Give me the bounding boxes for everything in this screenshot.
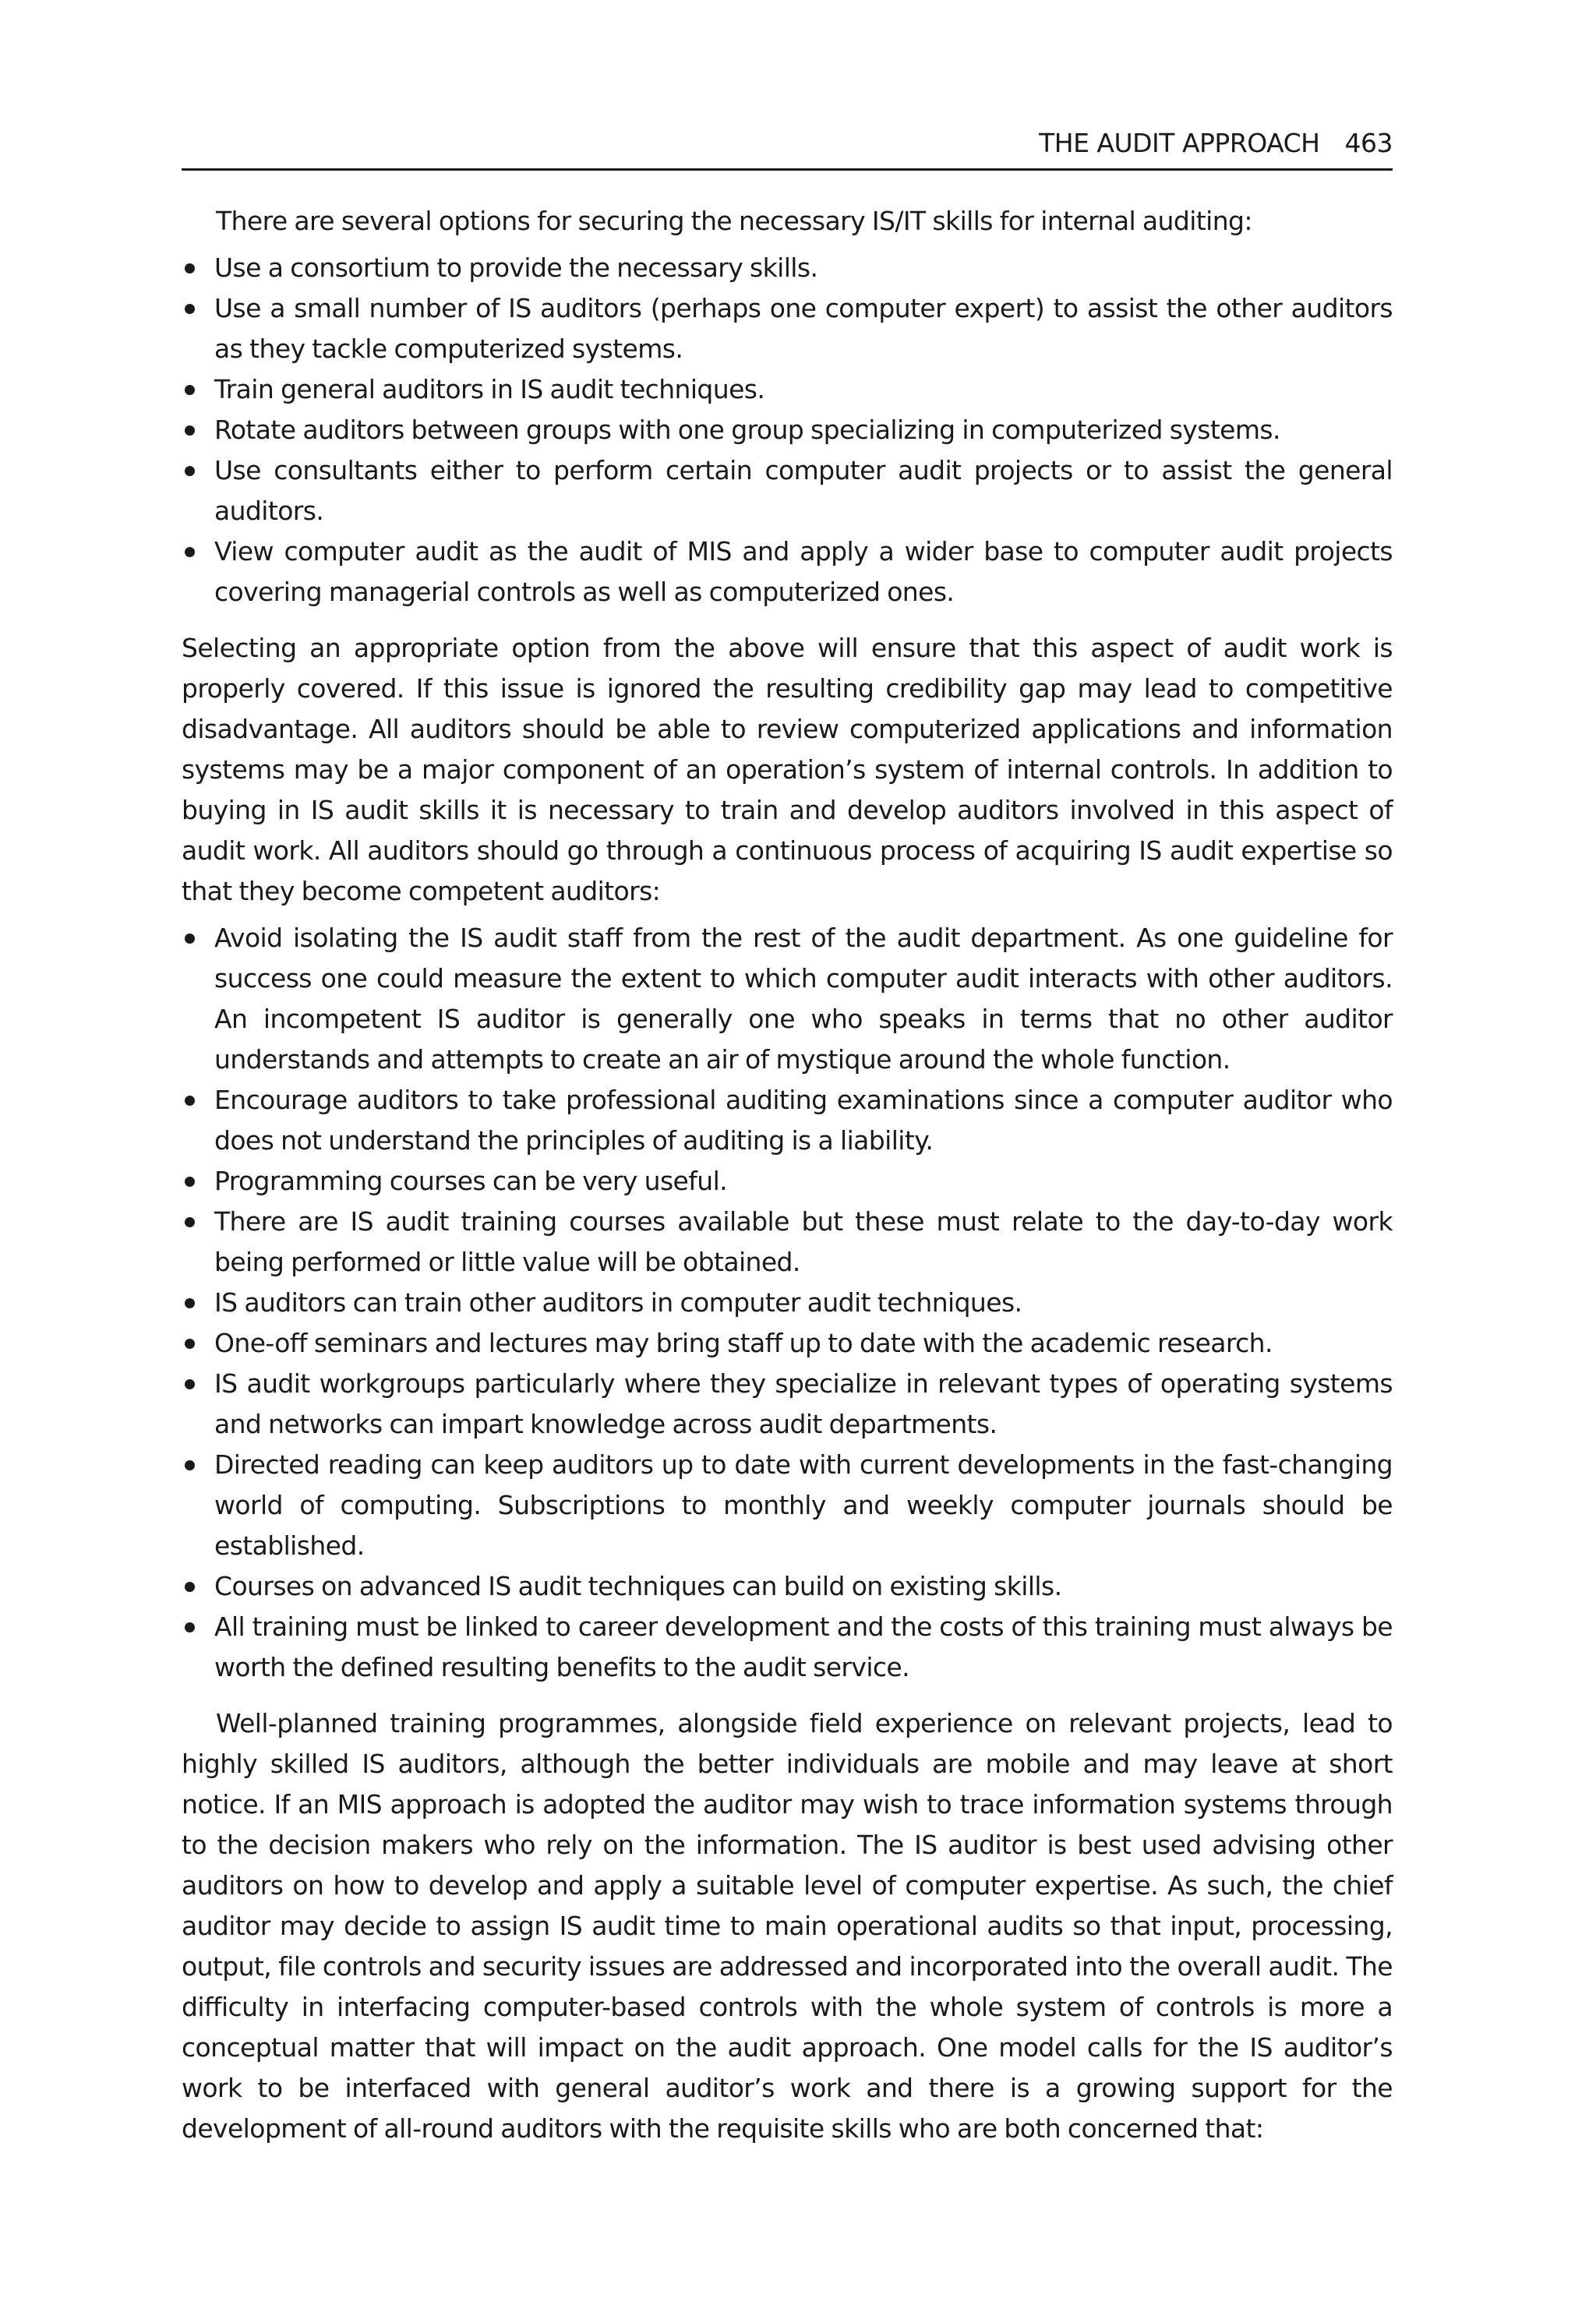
list-item-text: One-off seminars and lectures may bring staff up to date with the academic research. — [214, 1328, 1273, 1358]
page-number: 463 — [1344, 127, 1393, 158]
document-page — [182, 0, 1393, 2319]
intro-paragraph: There are several options for securing the necessary IS/IT skills for internal auditing: — [216, 206, 1252, 236]
bullet-icon — [185, 1622, 195, 1632]
list-item — [182, 531, 1393, 612]
bullet-icon — [185, 1339, 195, 1349]
list-item — [182, 1445, 1393, 1566]
bullet-icon — [185, 466, 195, 476]
bullet-icon — [185, 1177, 195, 1187]
list-item — [182, 1607, 1393, 1688]
running-header — [182, 117, 1393, 171]
list-item — [182, 248, 1393, 288]
list-item — [182, 918, 1393, 1080]
bullet-icon — [185, 263, 195, 274]
list-item-text: Use a small number of IS auditors (perhaps one computer expert) to assist the other auditors as they tackle computerized systems. — [214, 293, 1393, 364]
bullet-icon — [185, 1582, 195, 1592]
bullet-icon — [185, 1298, 195, 1308]
list-item — [182, 1202, 1393, 1283]
body-text — [182, 201, 1393, 2149]
list-item-text: Rotate auditors between groups with one group specializing in computerized systems. — [214, 415, 1280, 445]
body-paragraph: Well-planned training programmes, alongside field experience on relevant projects, lead to highly skilled IS auditors, although the better individuals are mobile and may leave at short notice. If an MIS approach is adopted the auditor may wish to trace information systems through to the decision makers who rely on the information. The IS auditor is best used advising other auditors on how to develop and apply a suitable level of computer expertise. As such, the chief auditor may decide to assign IS audit time to main operational audits so that input, processing, output, file controls and security issues are addressed and incorporated into the overall audit. The difficulty in interfacing computer-based controls with the whole system of controls is more a conceptual matter that will impact on the audit approach. One model calls for the IS auditor’s work to be interfaced with general auditor’s work and there is a growing support for the development of all-round auditors with the requisite skills who are both concerned that: — [182, 1708, 1393, 2144]
list-item-text: Directed reading can keep auditors up to date with current developments in the fast-changing world of computing. Subscriptions to monthly and weekly computer journals should be established. — [214, 1449, 1393, 1561]
list-item-text: Encourage auditors to take professional auditing examinations since a computer auditor who does not understand the principles of auditing is a liability. — [214, 1085, 1393, 1156]
list-item — [182, 410, 1393, 450]
bullet-icon — [185, 1460, 195, 1470]
list-item-text: Courses on advanced IS audit techniques can build on existing skills. — [214, 1571, 1062, 1601]
list-item — [182, 1080, 1393, 1161]
list-item-text: IS auditors can train other auditors in computer audit techniques. — [214, 1287, 1022, 1318]
list-item-text: Avoid isolating the IS audit staff from the rest of the audit department. As one guideline for success one could measure the extent to which computer audit interacts with other auditors. An incompetent IS auditor is generally one who speaks in terms that no other auditor understands and attempts to create an air of mystique around the whole function. — [214, 923, 1393, 1075]
list-item — [182, 288, 1393, 369]
list-item-text: Use consultants either to perform certain computer audit projects or to assist the general auditors. — [214, 455, 1393, 526]
list-item-text: IS audit workgroups particularly where they specialize in relevant types of operating systems and networks can impart knowledge across audit departments. — [214, 1368, 1393, 1439]
list-item — [182, 450, 1393, 531]
running-header-title: THE AUDIT APPROACH — [1039, 127, 1320, 158]
list-item-text: All training must be linked to career development and the costs of this training must always be worth the defined resulting benefits to the audit service. — [214, 1611, 1393, 1682]
list-item — [182, 1161, 1393, 1202]
list-item-text: Programming courses can be very useful. — [214, 1166, 728, 1196]
list-item — [182, 369, 1393, 410]
training-list — [182, 918, 1393, 1688]
bullet-icon — [185, 934, 195, 944]
options-list — [182, 248, 1393, 612]
list-item-text: Train general auditors in IS audit techniques. — [214, 374, 765, 404]
bullet-icon — [185, 1379, 195, 1389]
bullet-icon — [185, 304, 195, 314]
list-item-text: View computer audit as the audit of MIS and apply a wider base to computer audit projects covering managerial controls as well as computerized ones. — [214, 536, 1393, 607]
list-item — [182, 1323, 1393, 1364]
body-paragraph: Selecting an appropriate option from the above will ensure that this aspect of audit work is properly covered. If this issue is ignored the resulting credibility gap may lead to competitive disadvantage. All auditors should be able to review computerized applications and information systems may be a major component of an operation’s system of internal controls. In addition to buying in IS audit skills it is necessary to train and develop auditors involved in this aspect of audit work. All auditors should go through a continuous process of acquiring IS audit expertise so that they become competent auditors: — [182, 633, 1393, 906]
list-item — [182, 1283, 1393, 1323]
bullet-icon — [185, 425, 195, 436]
bullet-icon — [185, 1096, 195, 1106]
list-item-text: There are IS audit training courses available but these must relate to the day-to-day work being performed or little value will be obtained. — [214, 1206, 1393, 1277]
bullet-icon — [185, 385, 195, 395]
bullet-icon — [185, 1217, 195, 1227]
list-item — [182, 1364, 1393, 1445]
list-item-text: Use a consortium to provide the necessary skills. — [214, 252, 818, 283]
bullet-icon — [185, 547, 195, 557]
list-item — [182, 1566, 1393, 1607]
